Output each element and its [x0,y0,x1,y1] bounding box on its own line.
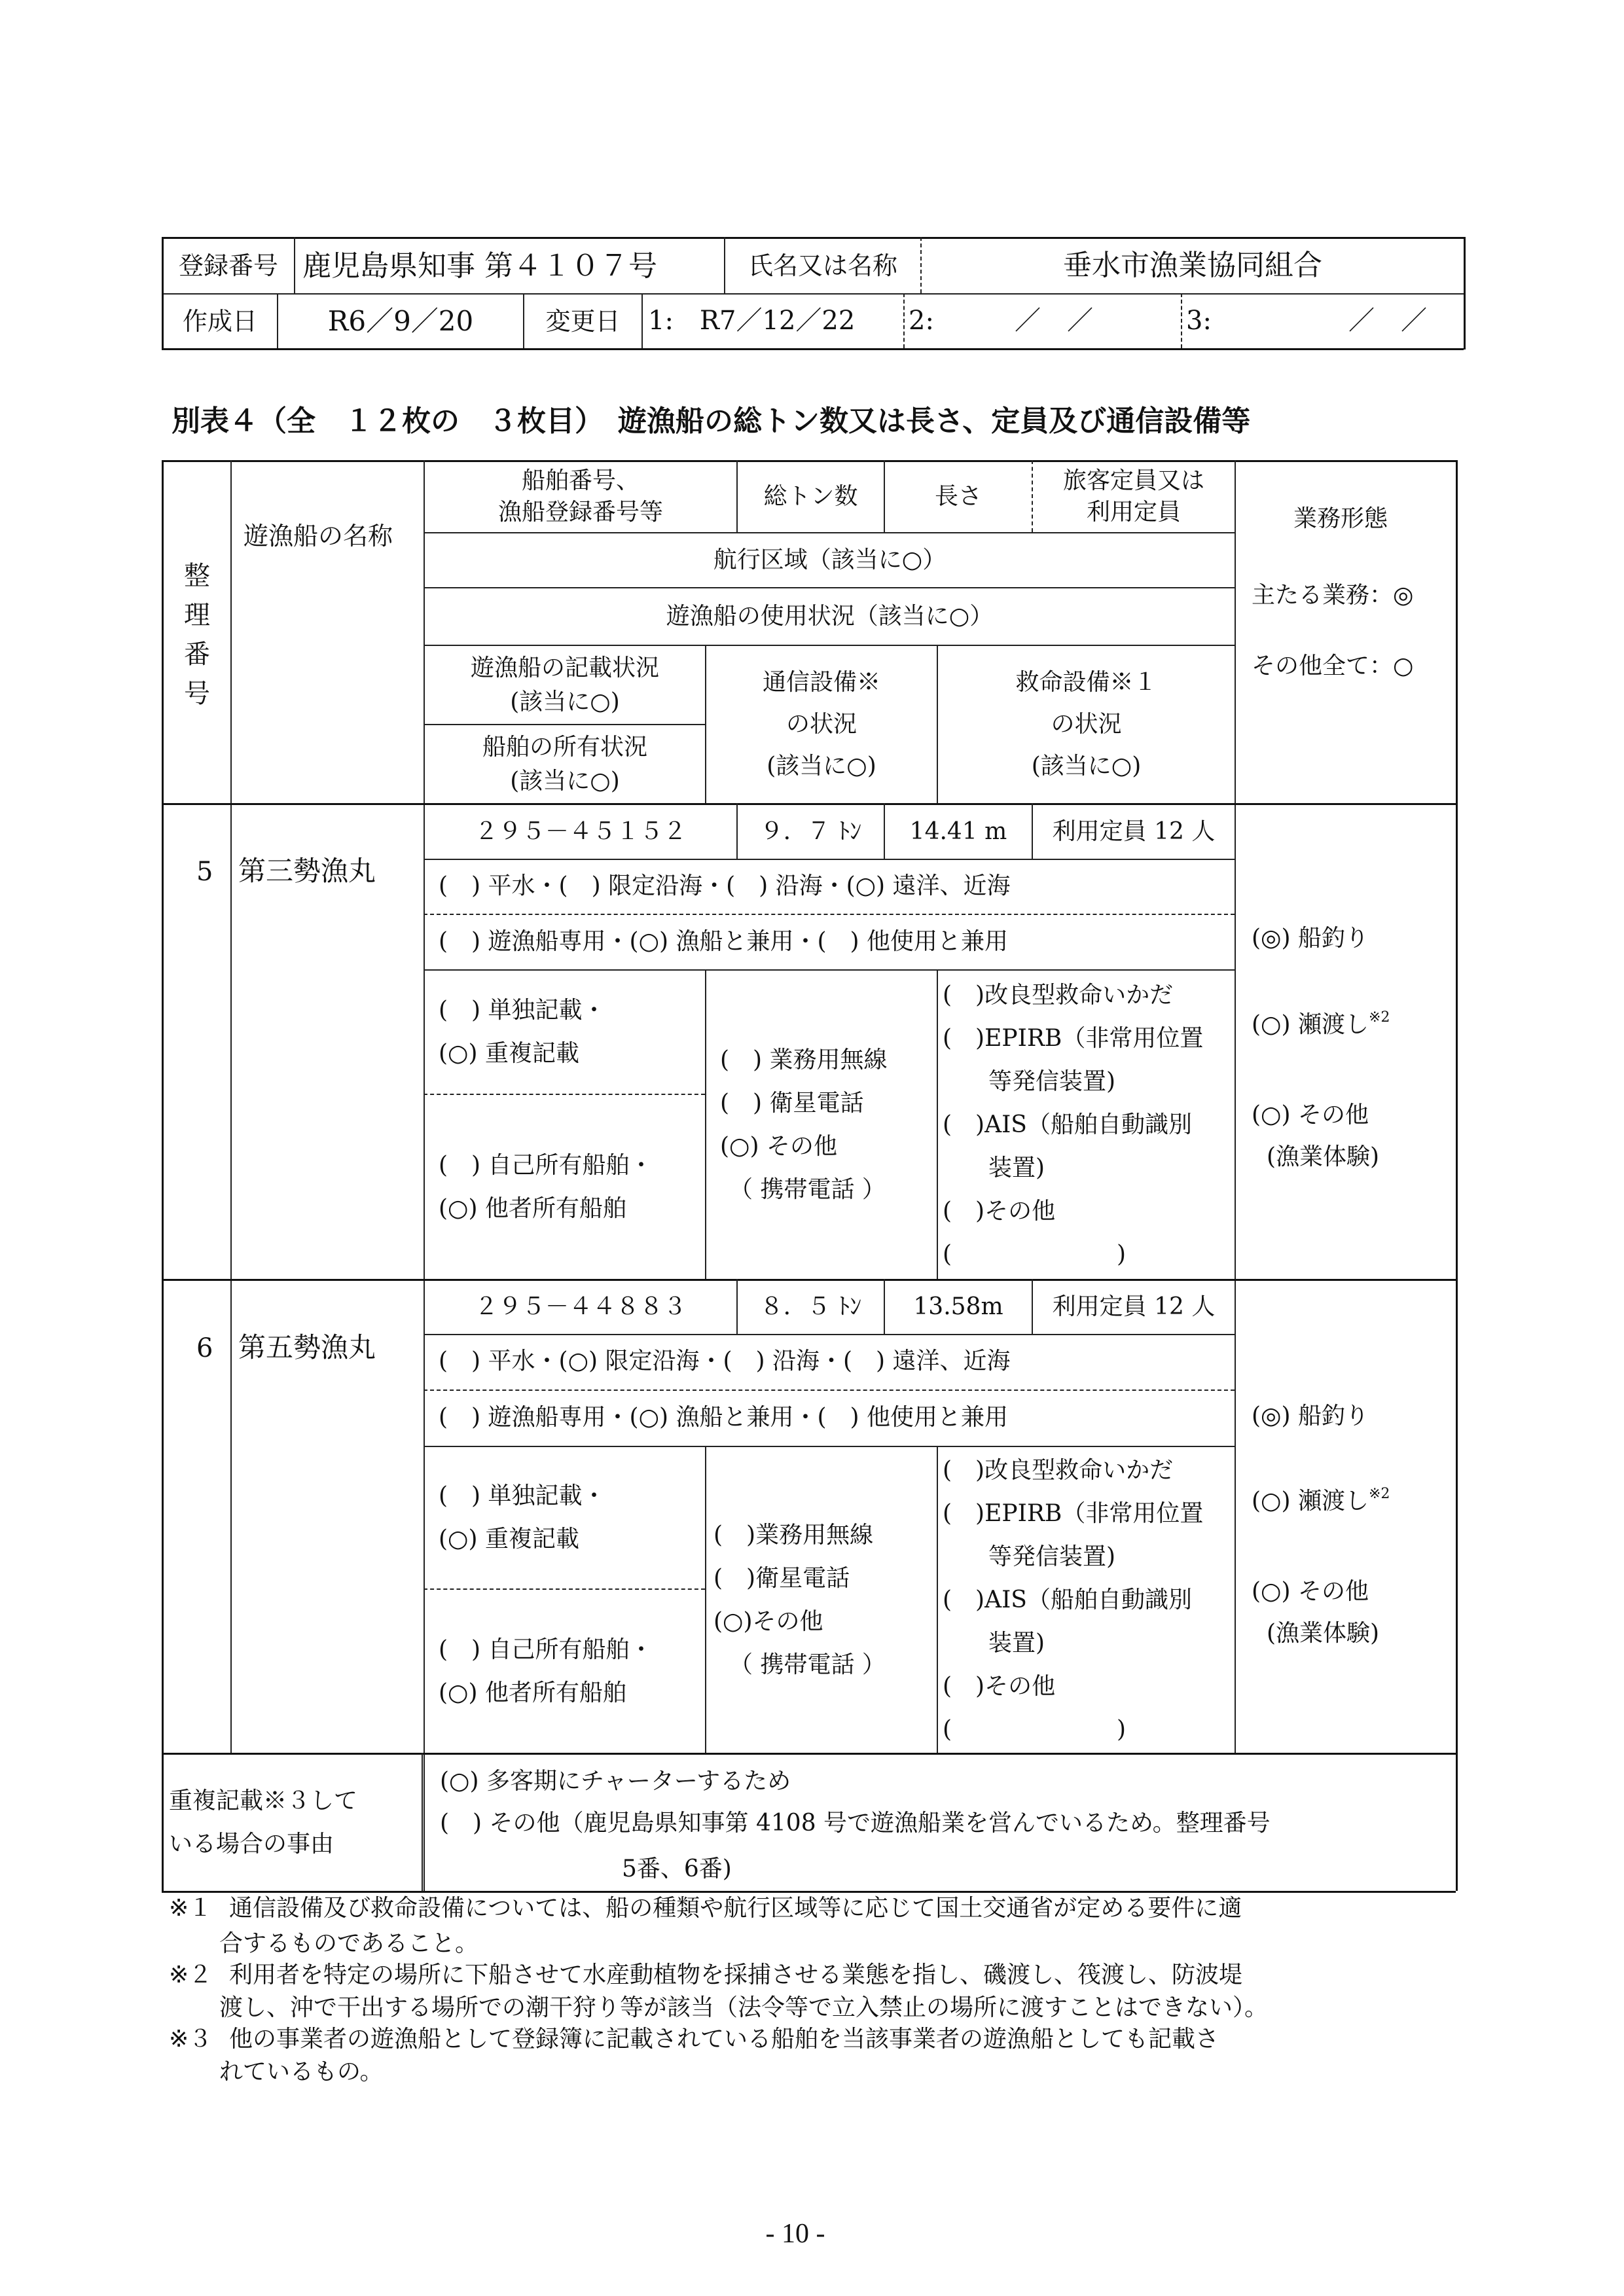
footnote-text: 他の事業者の遊漁船として登録簿に記載されている船舶を当該事業者の遊漁船としても記載さ [229,2026,1219,2053]
tonnage: ９．７ ﾄﾝ [759,817,862,845]
capacity: 利用定員 12 人 [1052,817,1216,845]
communication-equipment: ( )業務用無線 ( )衛星電話 (○)その他 （ 携帯電話 ） [713,1521,886,1678]
ownership-status: ( ) 自己所有船舶・ (○) 他者所有船舶 [439,1636,653,1706]
tonnage: ８．５ ﾄﾝ [759,1293,862,1320]
column-header-tonnage: 総トン数 [763,483,858,510]
reason-other-continued: 5番、6番) [622,1856,732,1882]
change-date-1: 1: R7／12／22 [648,306,856,336]
column-header-ownership-status: 船舶の所有状況 (該当に○) [482,733,647,795]
column-header-usage: 遊漁船の使用状況（該当に○） [666,603,994,630]
footnote-text: 通信設備及び救命設備については、船の種類や航行区域等に応じて国土交通省が定める要件に適 [229,1895,1242,1922]
duplicate-listing-reason-label: 重複記載※３して いる場合の事由 [169,1787,358,1857]
created-date-value: R6／9／20 [327,305,474,337]
column-header-navigation-area: 航行区域（該当に○） [713,547,947,573]
column-header-number: 整 理 番 号 [184,561,210,709]
column-header-communication: 通信設備※ の状況 (該当に○) [762,669,880,780]
ownership-status: ( ) 自己所有船舶・ (○) 他者所有船舶 [439,1151,653,1222]
reason-charter: (○) 多客期にチャーターするため [440,1768,791,1795]
navigation-area: ( ) 平水・( ) 限定沿海・( ) 沿海・(○) 遠洋、近海 [439,872,1011,899]
row-number: 5 [196,857,213,887]
ship-number: ２９５－４４８８３ [474,1293,687,1320]
capacity: 利用定員 12 人 [1052,1293,1216,1320]
created-date-label: 作成日 [182,307,257,336]
column-header-vessel-name: 遊漁船の名称 [244,522,393,550]
ship-number: ２９５－４５１５２ [474,817,687,845]
listing-status: ( ) 単独記載・ (○) 重複記載 [439,1482,606,1552]
registration-number-label: 登録番号 [178,251,278,280]
change-date-2-value: ／ ／ [1015,306,1093,336]
footnote-mark: ※１ [169,1895,213,1922]
business-fishing: (◎) 船釣り [1252,925,1369,952]
change-date-3-label: 3: [1186,306,1212,336]
business-fishing: (◎) 船釣り [1252,1403,1369,1429]
change-date-2-label: 2: [909,306,934,336]
length: 14.41 m [909,817,1007,845]
business-other-detail: (漁業体験) [1267,1620,1380,1647]
column-header-capacity: 旅客定員又は 利用定員 [1062,467,1204,526]
business-ferry: (○) 瀬渡し$^{※2}$ [1252,1486,1390,1515]
business-other: (○) その他 [1252,1578,1369,1605]
footnote-mark: ※２ [169,1962,213,1988]
reason-other: ( ) その他（鹿児島県知事第 4108 号で遊漁船業を営んでいるため。整理番号 [440,1810,1271,1837]
footnote-text: 利用者を特定の場所に下船させて水産動植物を採捕させる業態を指し、磯渡し、筏渡し、防波堤 [229,1962,1243,1988]
usage-status: ( ) 遊漁船専用・(○) 漁船と兼用・( ) 他使用と兼用 [439,928,1009,955]
vessel-name: 第三勢漁丸 [238,855,376,887]
footnote-text: 合するものであること。 [219,1930,479,1957]
business-ferry: (○) 瀬渡し$^{※2}$ [1252,1009,1390,1038]
business-other-detail: (漁業体験) [1267,1143,1380,1170]
business-legend-main: 主たる業務：◎ [1252,582,1414,609]
navigation-area: ( ) 平水・(○) 限定沿海・( ) 沿海・( ) 遠洋、近海 [439,1348,1011,1374]
name-label: 氏名又は名称 [748,251,897,280]
lifesaving-equipment: ( )改良型救命いかだ ( )EPIRB（非常用位置 等発信装置) ( )AIS（船舶自動識別 装置) ( )その他 ( ) [943,981,1204,1268]
listing-status: ( ) 単独記載・ (○) 重複記載 [439,997,606,1067]
business-other: (○) その他 [1252,1102,1369,1128]
column-header-listing-status: 遊漁船の記載状況 (該当に○) [470,654,659,715]
registration-number-value: 鹿児島県知事 第４１０７号 [302,249,657,283]
usage-status: ( ) 遊漁船専用・(○) 漁船と兼用・( ) 他使用と兼用 [439,1404,1009,1431]
column-header-lifesaving: 救命設備※１ の状況 (該当に○) [1015,669,1157,780]
change-date-3-value: ／ ／ [1348,306,1427,336]
column-header-ship-number: 船舶番号、 漁船登録番号等 [497,467,663,526]
vessel-name: 第五勢漁丸 [238,1331,376,1363]
lifesaving-equipment: ( )改良型救命いかだ ( )EPIRB（非常用位置 等発信装置) ( )AIS（船舶自動識別 装置) ( )その他 ( ) [943,1456,1204,1743]
footnote-mark: ※３ [169,2026,213,2053]
page-number: - 10 - [765,2219,825,2249]
business-legend-other: その他全て：○ [1252,653,1414,679]
column-header-business-type: 業務形態 [1293,505,1388,532]
length: 13.58m [913,1293,1003,1320]
footnote-text: れているもの。 [219,2058,384,2085]
name-value: 垂水市漁業協同組合 [1063,249,1322,282]
changed-date-label: 変更日 [545,307,621,336]
communication-equipment: ( ) 業務用無線 ( ) 衛星電話 (○) その他 （ 携帯電話 ） [720,1046,888,1203]
page-title: 別表４（全 １２枚の ３枚目） 遊漁船の総トン数又は長さ、定員及び通信設備等 [171,404,1251,438]
footnote-text: 渡し、沖で干出する場所での潮干狩り等が該当（法令等で立入禁止の場所に渡すことはできない）。 [219,1994,1269,2021]
row-number: 6 [196,1333,213,1363]
column-header-length: 長さ [934,483,982,510]
